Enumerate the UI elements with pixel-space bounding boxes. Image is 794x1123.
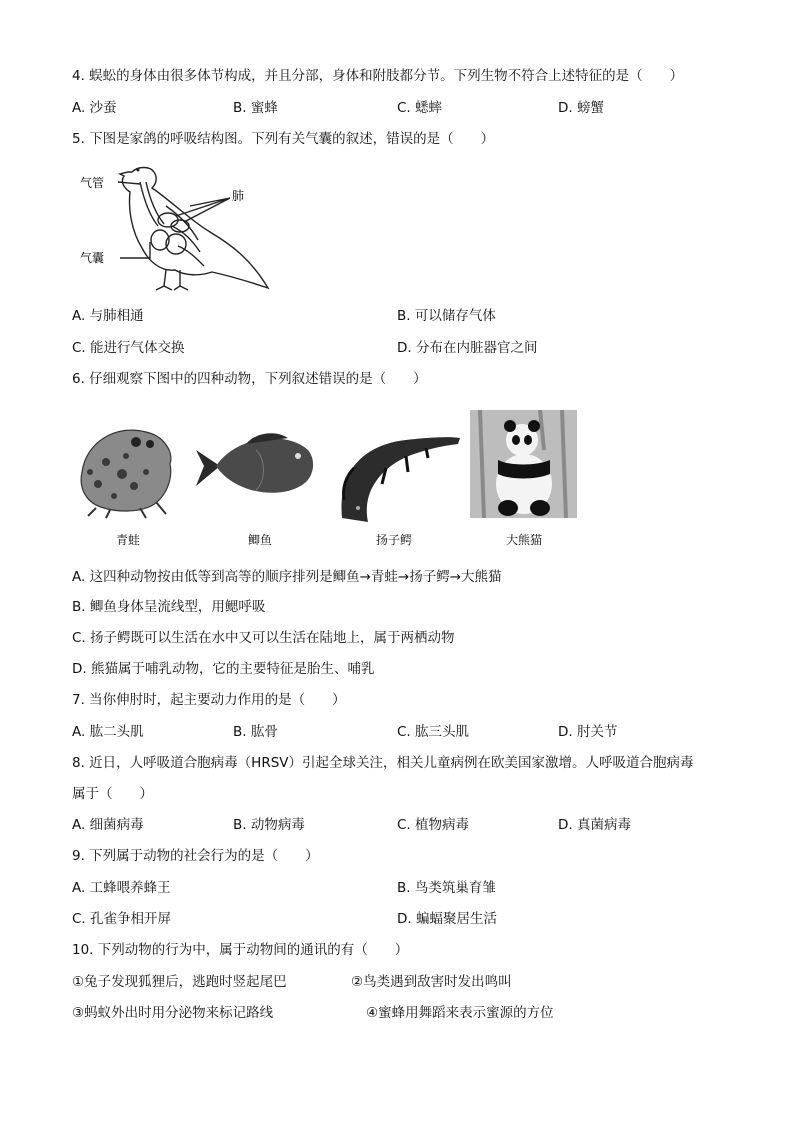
- q10-item-2[interactable]: ②鸟类遇到敌害时发出鸣叫: [351, 974, 512, 990]
- q10-stem: 10. 下列动物的行为中，属于动物间的通讯的有（ ）: [72, 942, 409, 958]
- q8-stem-line1: 8. 近日，人呼吸道合胞病毒（HRSV）引起全球关注，相关儿童病例在欧美国家激增。人呼吸道合胞病毒: [72, 755, 694, 771]
- q4-option-a[interactable]: A. 沙蚕: [72, 100, 117, 116]
- q5-stem: 5. 下图是家鸽的呼吸结构图。下列有关气囊的叙述，错误的是（ ）: [72, 131, 495, 147]
- q6-option-c[interactable]: C. 扬子鳄既可以生活在水中又可以生活在陆地上，属于两栖动物: [72, 630, 455, 646]
- q7-option-c[interactable]: C. 肱三头肌: [397, 724, 470, 740]
- q8-stem-line2: 属于（ ）: [72, 786, 153, 802]
- q5-option-b[interactable]: B. 可以储存气体: [397, 308, 496, 324]
- q6-option-b[interactable]: B. 鲫鱼身体呈流线型，用鳃呼吸: [72, 599, 266, 615]
- panda-caption: 大熊猫: [506, 533, 543, 547]
- q4-stem: 4. 蜈蚣的身体由很多体节构成，并且分部，身体和附肢都分节。下列生物不符合上述特征的是（ ）: [72, 68, 684, 84]
- q5-option-c[interactable]: C. 能进行气体交换: [72, 340, 185, 356]
- alligator-image: [336, 428, 461, 524]
- q7-stem: 7. 当你伸肘时，起主要动力作用的是（ ）: [72, 692, 346, 708]
- q8-option-a[interactable]: A. 细菌病毒: [72, 817, 144, 833]
- q4-option-b[interactable]: B. 蜜蜂: [233, 100, 278, 116]
- pigeon-respiratory-figure: [80, 160, 280, 295]
- q10-item-3[interactable]: ③蚂蚁外出时用分泌物来标记路线: [72, 1005, 274, 1021]
- q9-option-b[interactable]: B. 鸟类筑巢育雏: [397, 880, 496, 896]
- q5-option-a[interactable]: A. 与肺相通: [72, 308, 144, 324]
- carp-image: [196, 430, 316, 502]
- q4-option-d[interactable]: D. 螃蟹: [558, 100, 604, 116]
- q7-option-d[interactable]: D. 肘关节: [558, 724, 618, 740]
- lung-label: 肺: [232, 189, 245, 203]
- trachea-label: 气管: [80, 176, 105, 190]
- q6-stem: 6. 仔细观察下图中的四种动物，下列叙述错误的是（ ）: [72, 371, 427, 387]
- q5-option-d[interactable]: D. 分布在内脏器官之间: [397, 340, 538, 356]
- q4-option-c[interactable]: C. 蟋蟀: [397, 100, 443, 116]
- frog-caption: 青蛙: [116, 533, 141, 547]
- q8-option-b[interactable]: B. 动物病毒: [233, 817, 305, 833]
- q9-option-a[interactable]: A. 工蜂喂养蜂王: [72, 880, 171, 896]
- frog-image: [76, 412, 176, 520]
- q6-option-a[interactable]: A. 这四种动物按由低等到高等的顺序排列是鲫鱼→青蛙→扬子鳄→大熊猫: [72, 569, 502, 585]
- alligator-caption: 扬子鳄: [376, 533, 413, 547]
- q9-option-d[interactable]: D. 蝙蝠聚居生活: [397, 911, 497, 927]
- q8-option-d[interactable]: D. 真菌病毒: [558, 817, 631, 833]
- q9-option-c[interactable]: C. 孔雀争相开屏: [72, 911, 172, 927]
- q10-item-1[interactable]: ①兔子发现狐狸后，逃跑时竖起尾巴: [72, 974, 287, 990]
- q6-option-d[interactable]: D. 熊猫属于哺乳动物，它的主要特征是胎生、哺乳: [72, 661, 375, 677]
- q7-option-b[interactable]: B. 肱骨: [233, 724, 278, 740]
- air-sac-label: 气囊: [80, 251, 105, 265]
- panda-image: [470, 410, 577, 518]
- q10-item-4[interactable]: ④蜜蜂用舞蹈来表示蜜源的方位: [366, 1005, 554, 1021]
- q8-option-c[interactable]: C. 植物病毒: [397, 817, 470, 833]
- carp-caption: 鲫鱼: [248, 533, 273, 547]
- q9-stem: 9. 下列属于动物的社会行为的是（ ）: [72, 848, 319, 864]
- q7-option-a[interactable]: A. 肱二头肌: [72, 724, 144, 740]
